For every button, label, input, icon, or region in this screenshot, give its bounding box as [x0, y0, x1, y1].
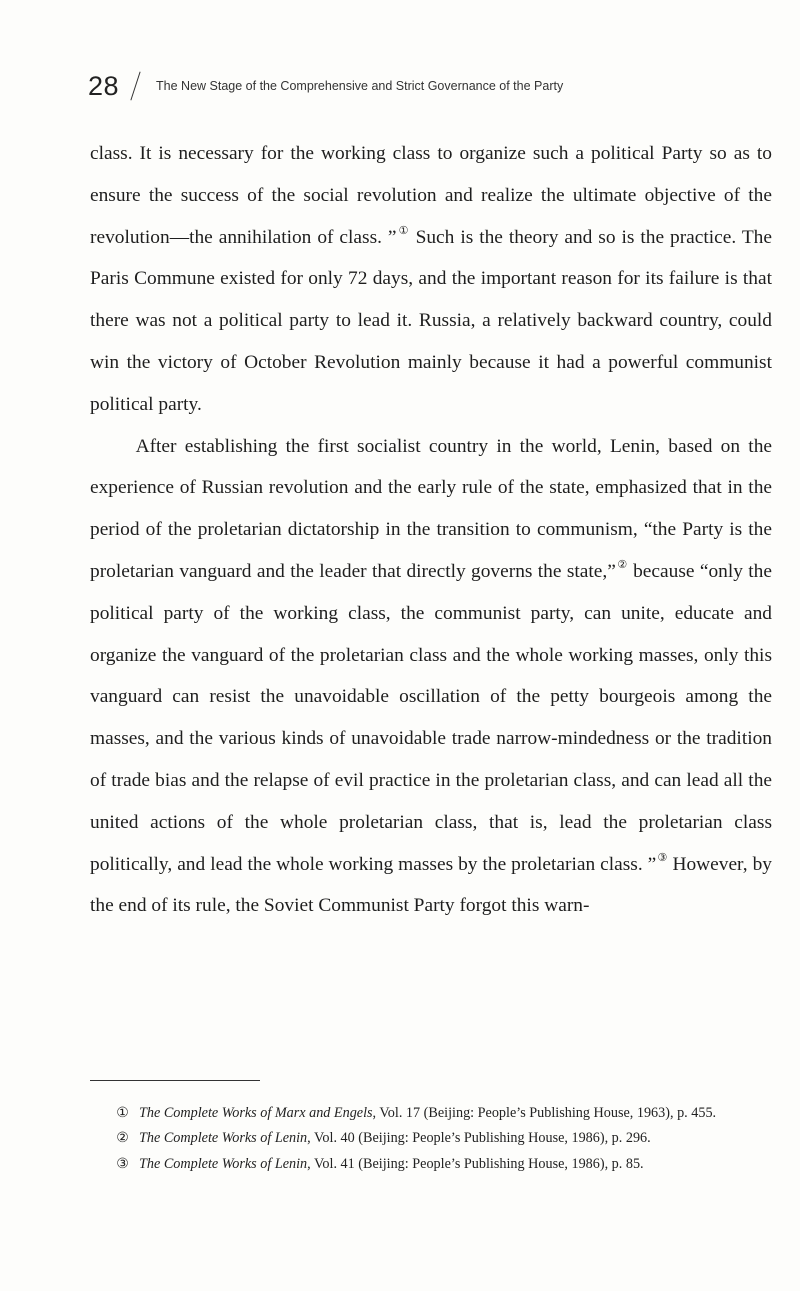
- footnote-separator: [90, 1080, 260, 1081]
- footnote-ref-2: ②: [616, 558, 628, 571]
- footnote-2-mark: ②: [116, 1130, 129, 1147]
- paragraph-2: [90, 426, 772, 928]
- footnote-ref-1: ①: [397, 224, 410, 237]
- paragraph-1-text-b: Such is the theory and so is the practice. The Paris Commune existed for only 72 days, and the important reason for its failure is that there was not a political party to lead it. Russia, a relatively backward country, could win the victory of October Revolution mainly because it had a powerful communist political party.: [90, 226, 772, 415]
- footnote-3: [90, 1152, 772, 1177]
- page-header: [88, 66, 563, 106]
- body-text: [90, 133, 772, 927]
- paragraph-1-text-a: class. It is necessary for the working class to organize such a political Party so as to ensure the success of the social revolution and realize the ultimate objective of the revolution—the annihilation of class. ”: [90, 143, 772, 248]
- footnote-1-mark: ①: [116, 1105, 129, 1121]
- footnote-2: [90, 1126, 772, 1151]
- footnote-2-details: , Vol. 40 (Beijing: People’s Publishing House, 1986), p. 296.: [307, 1130, 651, 1147]
- paragraph-2-text-b: because “only the political party of the working class, the communist party, can unite, educate and organize the vanguard of the proletarian class and the whole working masses, only this vanguard can resist the unavoidable oscillation of the petty bourgeois among the masses, and the various kinds of unavoidable trade narrow-mindedness or the tradition of trade bias and the relapse of evil practice in the proletarian class, and can lead all the united actions of the whole proletarian class, that is, lead the proletarian class politically, and lead the whole working masses by the proletarian class. ”: [90, 560, 772, 875]
- running-head: The New Stage of the Comprehensive and Strict Governance of the Party: [156, 79, 564, 93]
- paragraph-2-text-c: However, by the end of its rule, the Soviet Communist Party forgot this warn-: [90, 853, 772, 917]
- footnote-3-details: , Vol. 41 (Beijing: People’s Publishing House, 1986), p. 85.: [307, 1155, 644, 1172]
- paragraph-2-text-a: After establishing the first socialist country in the world, Lenin, based on the experience of Russian revolution and the early rule of the state, emphasized that in the period of the proletarian dictatorship in the transition to communism, “the Party is the proletarian vanguard and the leader that directly governs the state,”: [90, 435, 772, 582]
- paragraph-1: [90, 133, 772, 426]
- footnote-1: [90, 1101, 772, 1126]
- header-divider: [130, 72, 140, 101]
- footnote-3-title: The Complete Works of Lenin: [139, 1155, 308, 1172]
- footnote-3-mark: ③: [116, 1155, 129, 1172]
- page-number: 28: [88, 70, 120, 101]
- footnote-ref-3: ③: [657, 851, 668, 864]
- footnote-1-title: The Complete Works of Marx and Engels: [139, 1105, 373, 1121]
- footnote-2-title: The Complete Works of Lenin: [139, 1130, 308, 1147]
- footnotes: [90, 1101, 772, 1177]
- footnote-1-details: , Vol. 17 (Beijing: People’s Publishing House, 1963), p. 455.: [372, 1105, 717, 1121]
